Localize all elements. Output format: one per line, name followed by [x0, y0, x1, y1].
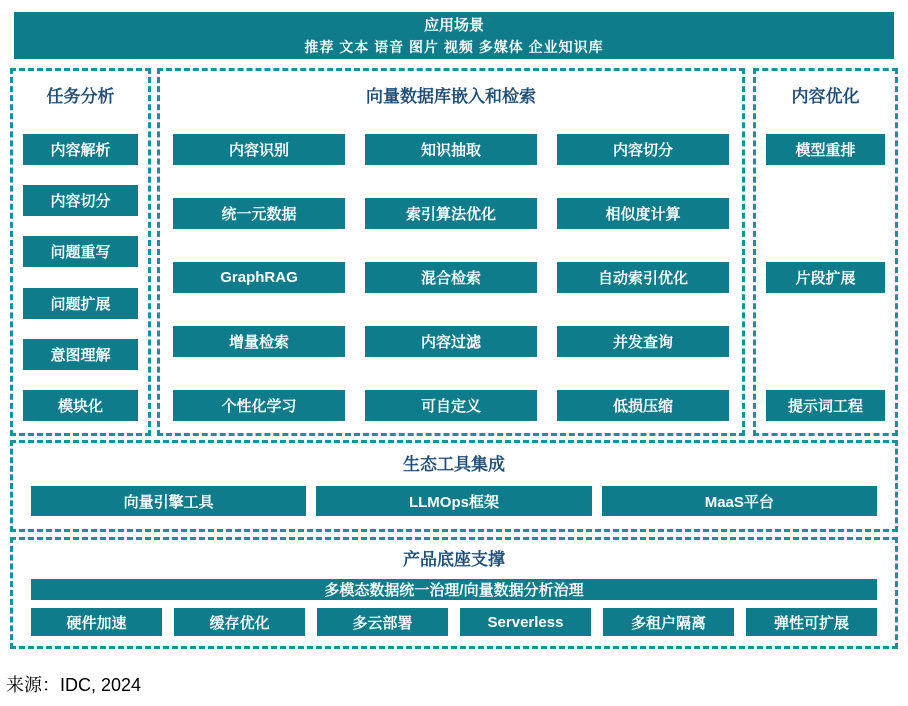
diagram-box-hardware-acceleration: 硬件加速: [31, 608, 162, 636]
ecosystem-tools-items: [31, 486, 877, 516]
content-optimization-title: 内容优化: [791, 87, 860, 106]
content-optimization-items: [766, 134, 885, 421]
diagram-box-elastic-scalability: 弹性可扩展: [746, 608, 877, 636]
diagram-box-graphrag: GraphRAG: [173, 262, 345, 293]
diagram-box-maas-platform: MaaS平台: [602, 486, 877, 516]
diagram-box-personalized-learning: 个性化学习: [173, 390, 345, 421]
diagram-box-question-expand: 问题扩展: [23, 288, 138, 319]
diagram-box-prompt-engineering: 提示词工程: [766, 390, 885, 421]
diagram-box-incremental-retrieval: 增量检索: [173, 326, 345, 357]
diagram-box-intent-understanding: 意图理解: [23, 339, 138, 370]
diagram-box-content-recognition: 内容识别: [173, 134, 345, 165]
diagram-box-lossless-compression: 低损压缩: [557, 390, 729, 421]
diagram-box-multitenant-isolation: 多租户隔离: [603, 608, 734, 636]
task-analysis-items: [23, 134, 138, 421]
banner-title: 应用场景: [423, 17, 484, 34]
diagram-box-fragment-expansion: 片段扩展: [766, 262, 885, 293]
product-base-title: 产品底座支撑: [403, 550, 505, 569]
diagram-box-knowledge-extraction: 知识抽取: [365, 134, 537, 165]
diagram-box-llmops-framework: LLMOps框架: [316, 486, 591, 516]
diagram-box-concurrent-query: 并发查询: [557, 326, 729, 357]
diagram-bar-multimodal-data-governance: 多模态数据统一治理/向量数据分析治理: [31, 579, 877, 600]
diagram-box-similarity-computation: 相似度计算: [557, 198, 729, 229]
diagram-box-content-parsing: 内容解析: [23, 134, 138, 165]
diagram-box-index-algorithm-optimization: 索引算法优化: [365, 198, 537, 229]
banner-subtitle: 推荐 文本 语音 图片 视频 多媒体 企业知识库: [304, 39, 604, 55]
diagram-box-serverless: Serverless: [460, 608, 591, 636]
content-optimization-panel: [753, 68, 898, 436]
diagram-box-content-split: 内容切分: [557, 134, 729, 165]
task-analysis-panel: [10, 68, 151, 436]
ecosystem-tools-panel: [10, 440, 898, 532]
diagram-box-customizable: 可自定义: [365, 390, 537, 421]
application-scenarios-banner: [14, 12, 894, 59]
diagram-box-content-chunking: 内容切分: [23, 185, 138, 216]
product-base-items: [31, 608, 877, 636]
diagram-box-question-rewrite: 问题重写: [23, 236, 138, 267]
diagram-box-cache-optimization: 缓存优化: [174, 608, 305, 636]
vector-db-embedding-retrieval-panel: [157, 68, 745, 436]
product-base-panel: [10, 537, 898, 649]
vector-db-items: [173, 134, 729, 421]
vector-db-title: 向量数据库嵌入和检索: [366, 87, 536, 106]
source-caption: 来源：IDC, 2024: [6, 675, 142, 695]
task-analysis-title: 任务分析: [46, 87, 115, 106]
diagram-box-vector-engine-tools: 向量引擎工具: [31, 486, 306, 516]
diagram-box-unified-metadata: 统一元数据: [173, 198, 345, 229]
diagram-box-multicloud-deployment: 多云部署: [317, 608, 448, 636]
diagram-box-hybrid-retrieval: 混合检索: [365, 262, 537, 293]
diagram-box-content-filtering: 内容过滤: [365, 326, 537, 357]
diagram-box-auto-index-optimization: 自动索引优化: [557, 262, 729, 293]
diagram-box-modularization: 模块化: [23, 390, 138, 421]
ecosystem-tools-title: 生态工具集成: [403, 455, 505, 474]
diagram-box-model-rerank: 模型重排: [766, 134, 885, 165]
